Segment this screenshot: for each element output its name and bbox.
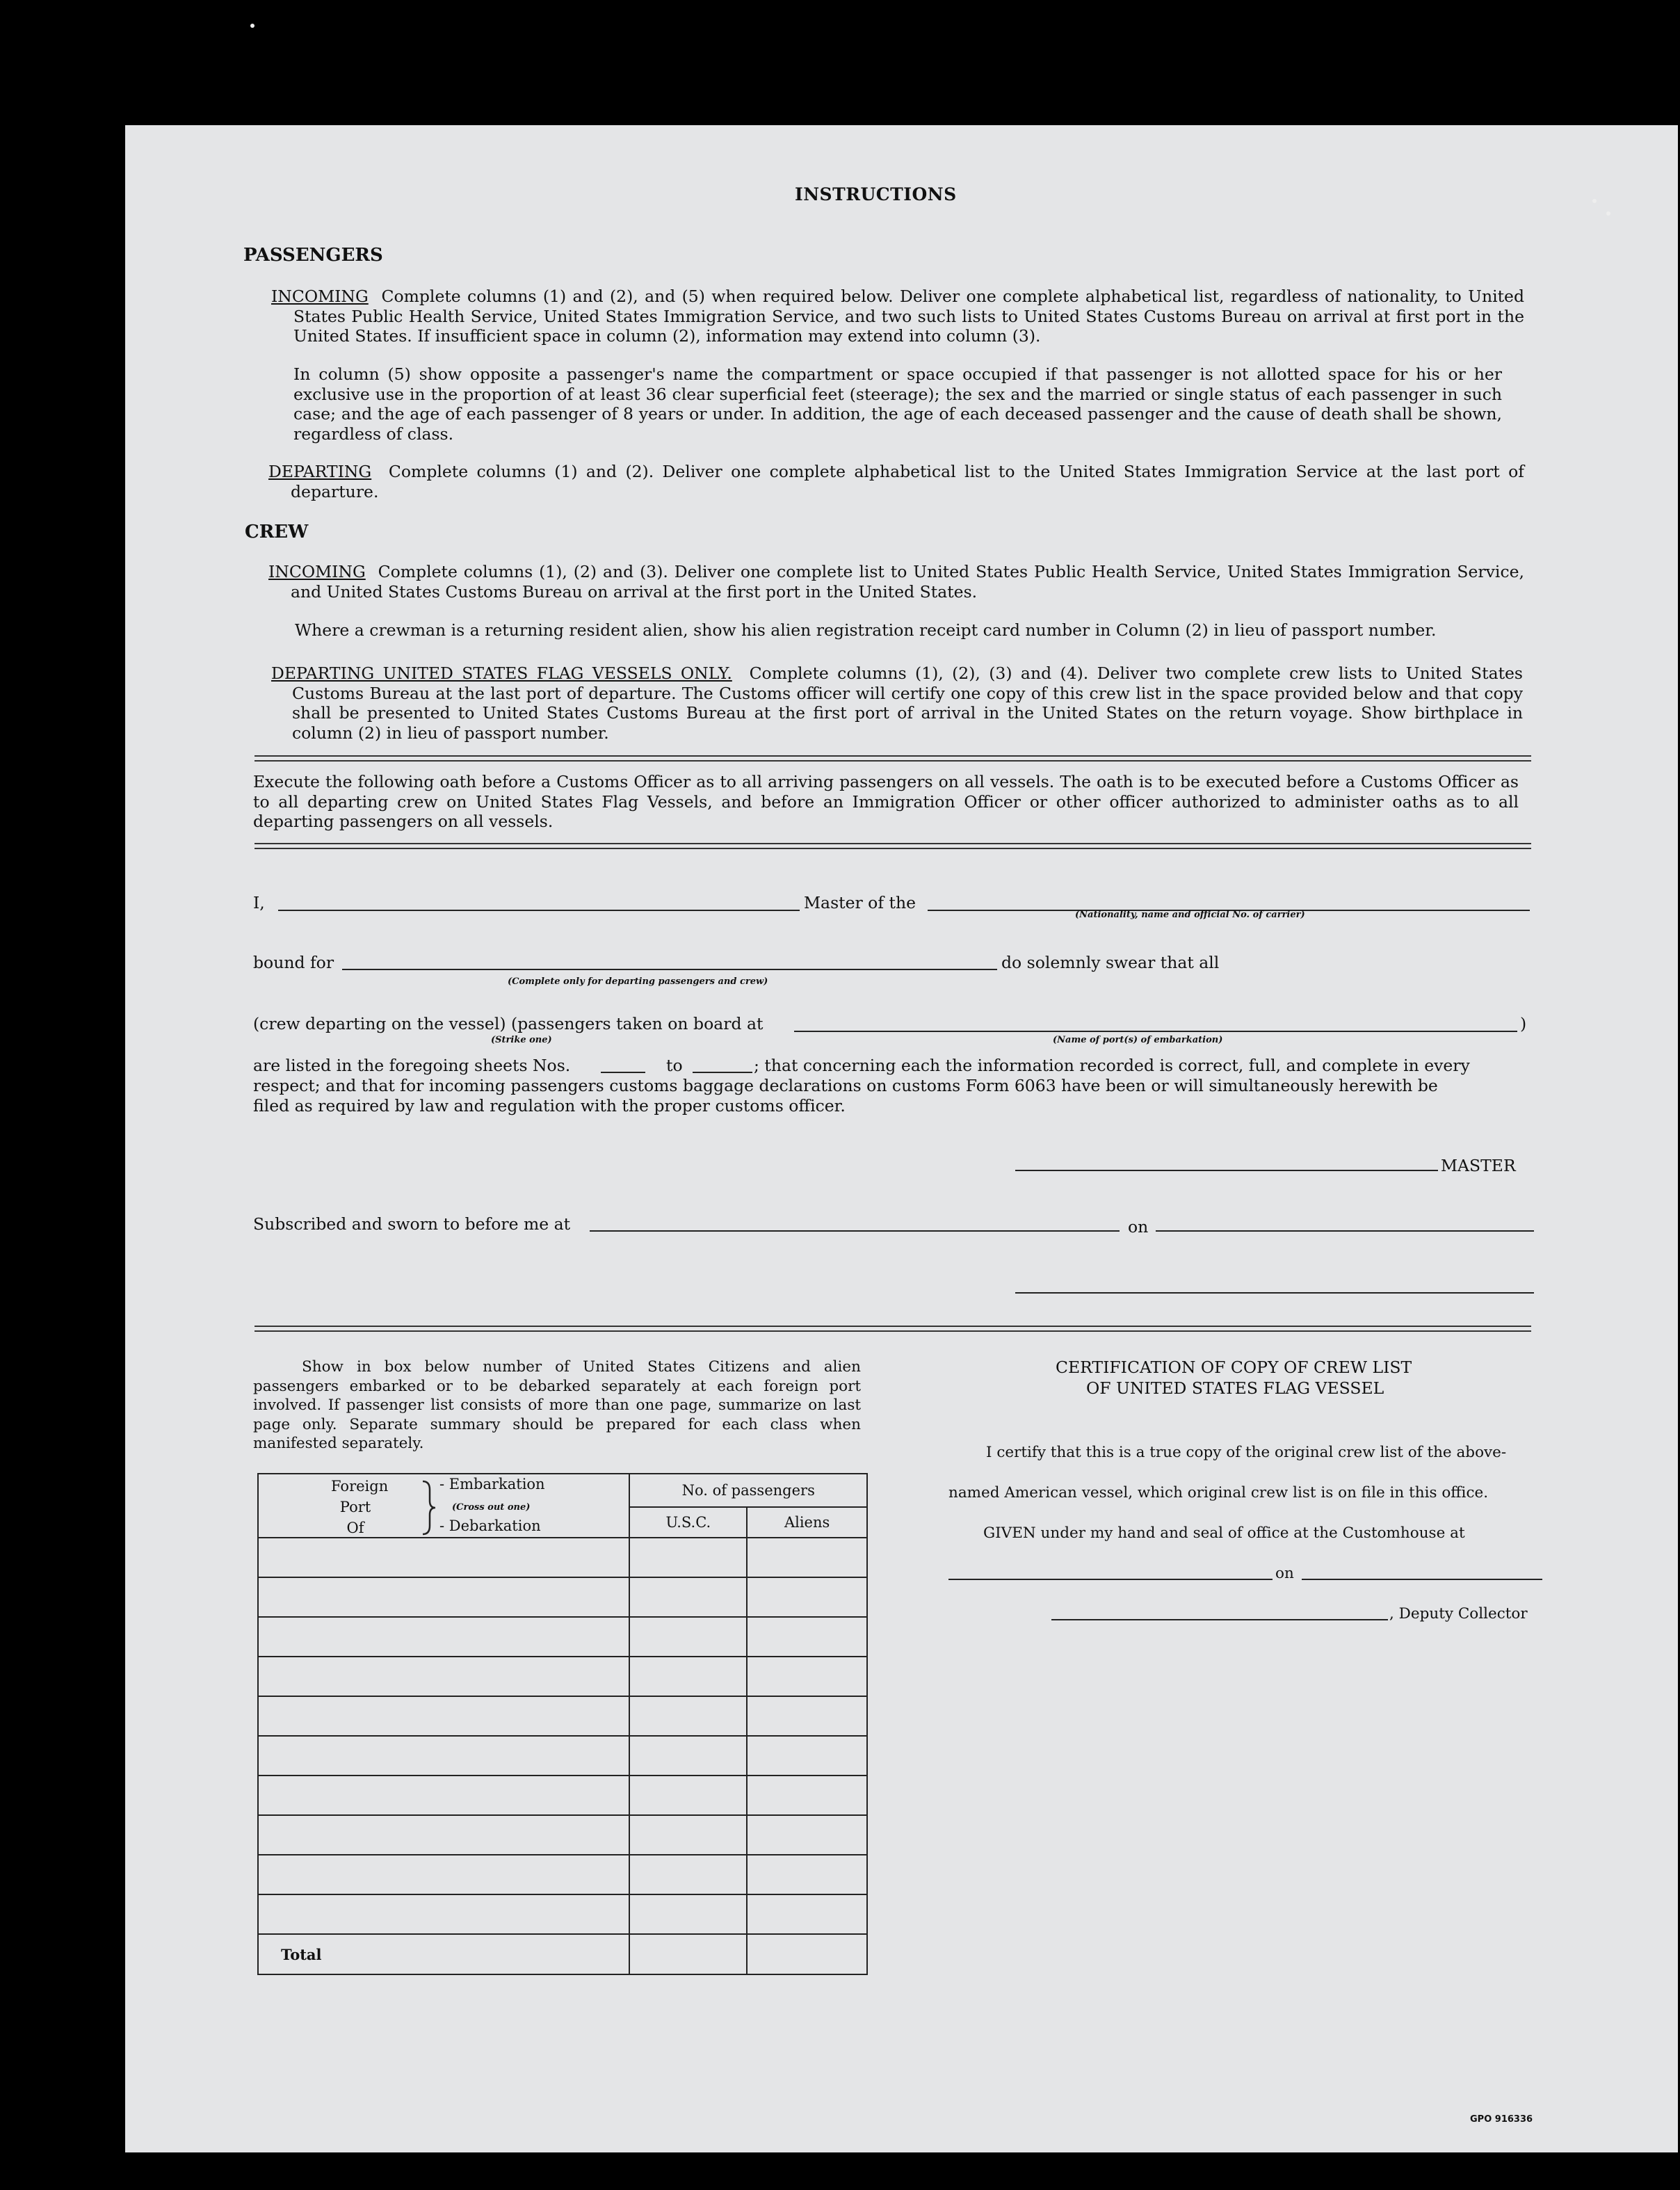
crew-departing-paragraph <box>271 663 1523 743</box>
aliens-cell[interactable] <box>747 1617 867 1657</box>
listed-suffix: ; that concerning each the information recorded is correct, full, and complete in every <box>754 1056 1470 1075</box>
divider <box>255 755 1531 762</box>
officer-signature-field[interactable] <box>1015 1292 1534 1294</box>
certification-on-label: on <box>1275 1565 1294 1582</box>
foreign-label: Foreign <box>331 1478 389 1495</box>
oath-intro: Execute the following oath before a Customs Officer as to all arriving passengers on all vessels. The oath is to be executed before a Customs Officer as to all departing crew on United States Flag Vessels, and before an Immigration Officer or other officer authorized to administer oaths as to all departing passengers on all vessels. <box>253 772 1519 831</box>
usc-cell[interactable] <box>629 1617 747 1657</box>
table-row <box>258 1815 867 1855</box>
bound-for-label: bound for <box>253 953 334 972</box>
master-name-field[interactable] <box>278 910 800 911</box>
table-total-row <box>258 1934 867 1974</box>
foreign-port-of-label <box>331 1476 389 1538</box>
usc-cell[interactable] <box>629 1894 747 1934</box>
nationality-caption: (Nationality, name and official No. of carrier) <box>1075 910 1305 920</box>
passengers-departing-paragraph <box>268 462 1524 501</box>
sworn-on-label: on <box>1128 1217 1149 1237</box>
master-label: MASTER <box>1441 1156 1516 1175</box>
passengers-heading: PASSENGERS <box>243 245 383 266</box>
listed-line-3: filed as required by law and regulation with the proper customs officer. <box>253 1096 846 1116</box>
table-row <box>258 1855 867 1894</box>
gpo-code: GPO 916336 <box>1470 2114 1533 2125</box>
certification-line-2: named American vessel, which original crew list is on file in this office. <box>948 1484 1489 1501</box>
usc-cell[interactable] <box>629 1696 747 1736</box>
table-row <box>258 1657 867 1696</box>
strike-caption: (Strike one) <box>491 1035 552 1045</box>
scan-speck <box>250 24 255 28</box>
table-row <box>258 1577 867 1617</box>
certification-heading-line-2: OF UNITED STATES FLAG VESSEL <box>1086 1378 1384 1398</box>
aliens-cell[interactable] <box>747 1696 867 1736</box>
scan-speck <box>1592 199 1597 203</box>
port-cell[interactable] <box>258 1815 629 1855</box>
usc-cell[interactable] <box>629 1776 747 1815</box>
crew-heading: CREW <box>245 522 309 542</box>
crew-departing-text: Complete columns (1), (2), (3) and (4). Deliver two complete crew lists to United States Customs Bureau at the last port of departure. The Customs officer will certify one copy of this crew list in the space provided below and that copy shall be presented to United States Customs Bureau at the first port of arrival in the United States on the return voyage. Show birthplace in column (2) in lieu of passport number. <box>292 663 1523 743</box>
port-cell[interactable] <box>258 1736 629 1776</box>
port-cell[interactable] <box>258 1696 629 1736</box>
master-signature-field[interactable] <box>1015 1170 1438 1171</box>
port-cell[interactable] <box>258 1577 629 1617</box>
certification-line-3: GIVEN under my hand and seal of office at the Customhouse at <box>983 1524 1465 1542</box>
sheet-to-field[interactable] <box>693 1072 752 1073</box>
brace-icon <box>420 1480 438 1536</box>
customhouse-field[interactable] <box>948 1579 1273 1580</box>
passengers-column5-paragraph: In column (5) show opposite a passenger's name the compartment or space occupied if that passenger is not allotted space for his or her exclusive use in the proportion of at least 36 clear superficial feet (steerage); the sex and the married or single status of each passenger in such case; and the age of each passenger of 8 years or under. In addition, the age of each deceased passenger and the cause of death shall be shown, regardless of class. <box>293 364 1502 444</box>
oath-i: I, <box>253 893 265 912</box>
listed-to: to <box>666 1056 683 1075</box>
subscribed-label: Subscribed and sworn to before me at <box>253 1214 571 1234</box>
deputy-collector-label: , Deputy Collector <box>1389 1605 1528 1623</box>
usc-cell[interactable] <box>629 1657 747 1696</box>
crew-resident-paragraph: Where a crewman is a returning resident alien, show his alien registration receipt card number in Column (2) in lieu of passport number. <box>295 620 1437 640</box>
port-cell[interactable] <box>258 1657 629 1696</box>
listed-prefix: are listed in the foregoing sheets Nos. <box>253 1056 571 1075</box>
usc-cell[interactable] <box>629 1577 747 1617</box>
passengers-departing-label: DEPARTING <box>268 462 372 481</box>
passengers-incoming-label: INCOMING <box>271 287 369 306</box>
table-row <box>258 1617 867 1657</box>
usc-cell[interactable] <box>629 1815 747 1855</box>
certification-heading-line-1: CERTIFICATION OF COPY OF CREW LIST <box>1056 1358 1412 1377</box>
close-paren: ) <box>1520 1014 1527 1033</box>
usc-cell[interactable] <box>629 1855 747 1894</box>
passengers-incoming-text: Complete columns (1) and (2), and (5) when required below. Deliver one complete alphabetical list, regardless of nationality, to United States Public Health Service, United States Immigration Service, and two such lists to United States Customs Bureau on arrival at first port in the United States. If insufficient space in column (2), information may extend into column (3). <box>293 287 1524 346</box>
page-title: INSTRUCTIONS <box>795 184 957 204</box>
port-cell[interactable] <box>258 1894 629 1934</box>
cross-out-caption: (Cross out one) <box>452 1502 531 1513</box>
table-row <box>258 1736 867 1776</box>
usc-header: U.S.C. <box>629 1507 747 1538</box>
table-header-row-1 <box>258 1474 867 1507</box>
divider <box>255 843 1531 849</box>
passengers-departing-text: Complete columns (1) and (2). Deliver one complete alphabetical list to the United States Immigration Service at the last port of departure. <box>291 462 1524 501</box>
port-cell[interactable] <box>258 1538 629 1577</box>
table-row <box>258 1894 867 1934</box>
listed-line-2: respect; and that for incoming passengers customs baggage declarations on customs Form 6063 have been or will simultaneously herewith be <box>253 1076 1438 1095</box>
total-label: Total <box>258 1934 629 1974</box>
port-cell[interactable] <box>258 1617 629 1657</box>
aliens-cell[interactable] <box>747 1855 867 1894</box>
port-cell[interactable] <box>258 1855 629 1894</box>
port-cell[interactable] <box>258 1776 629 1815</box>
usc-cell[interactable] <box>629 1538 747 1577</box>
crew-incoming-label: INCOMING <box>268 562 366 581</box>
table-row <box>258 1696 867 1736</box>
port-caption: (Name of port(s) of embarkation) <box>1053 1035 1223 1045</box>
deputy-signature-field[interactable] <box>1051 1619 1388 1620</box>
aliens-cell[interactable] <box>747 1577 867 1617</box>
debarkation-label: - Debarkation <box>439 1517 541 1534</box>
of-label: Of <box>346 1520 364 1536</box>
usc-cell[interactable] <box>629 1934 747 1974</box>
sworn-place-field[interactable] <box>590 1230 1120 1232</box>
bound-for-field[interactable] <box>342 969 997 970</box>
certification-date-field[interactable] <box>1302 1579 1542 1580</box>
aliens-cell[interactable] <box>747 1657 867 1696</box>
passengers-incoming-paragraph <box>271 287 1524 346</box>
port-label: Port <box>339 1499 371 1515</box>
passenger-summary-table <box>257 1473 868 1975</box>
foreign-port-header <box>258 1474 629 1538</box>
certification-line-1: I certify that this is a true copy of the original crew list of the above- <box>986 1444 1507 1461</box>
swear-text: do solemnly swear that all <box>1001 953 1220 972</box>
divider <box>255 1326 1531 1332</box>
crew-departing-text: (crew departing on the vessel) (passengers taken on board at <box>253 1014 764 1033</box>
embarkation-port-field[interactable] <box>794 1031 1517 1032</box>
scan-speck <box>1606 211 1610 216</box>
crew-departing-label: DEPARTING UNITED STATES FLAG VESSELS ONLY. <box>271 663 732 683</box>
aliens-cell[interactable] <box>747 1538 867 1577</box>
aliens-cell[interactable] <box>747 1736 867 1776</box>
aliens-cell[interactable] <box>747 1894 867 1934</box>
crew-incoming-text: Complete columns (1), (2) and (3). Deliver one complete list to United States Public Health Service, United States Immigration Service, and United States Customs Bureau on arrival at the first port in the United States. <box>291 562 1524 602</box>
aliens-header: Aliens <box>747 1507 867 1538</box>
crew-incoming-paragraph <box>268 562 1524 602</box>
master-of-the-label: Master of the <box>804 893 916 912</box>
passenger-summary-body <box>258 1474 867 1974</box>
sworn-date-field[interactable] <box>1156 1230 1534 1232</box>
aliens-cell[interactable] <box>747 1934 867 1974</box>
usc-cell[interactable] <box>629 1736 747 1776</box>
no-of-passengers-header: No. of passengers <box>629 1474 867 1507</box>
table-row <box>258 1538 867 1577</box>
aliens-cell[interactable] <box>747 1776 867 1815</box>
embarkation-label: - Embarkation <box>439 1476 545 1492</box>
complete-caption: (Complete only for departing passengers and crew) <box>508 976 768 987</box>
summary-instructions: Show in box below number of United States Citizens and alien passengers embarked or to be debarked separately at each foreign port involved. If passenger list consists of more than one page, summarize on last page only. Separate summary should be prepared for each class when manifested separately. <box>253 1358 861 1452</box>
sheet-from-field[interactable] <box>601 1072 645 1073</box>
aliens-cell[interactable] <box>747 1815 867 1855</box>
table-row <box>258 1776 867 1815</box>
